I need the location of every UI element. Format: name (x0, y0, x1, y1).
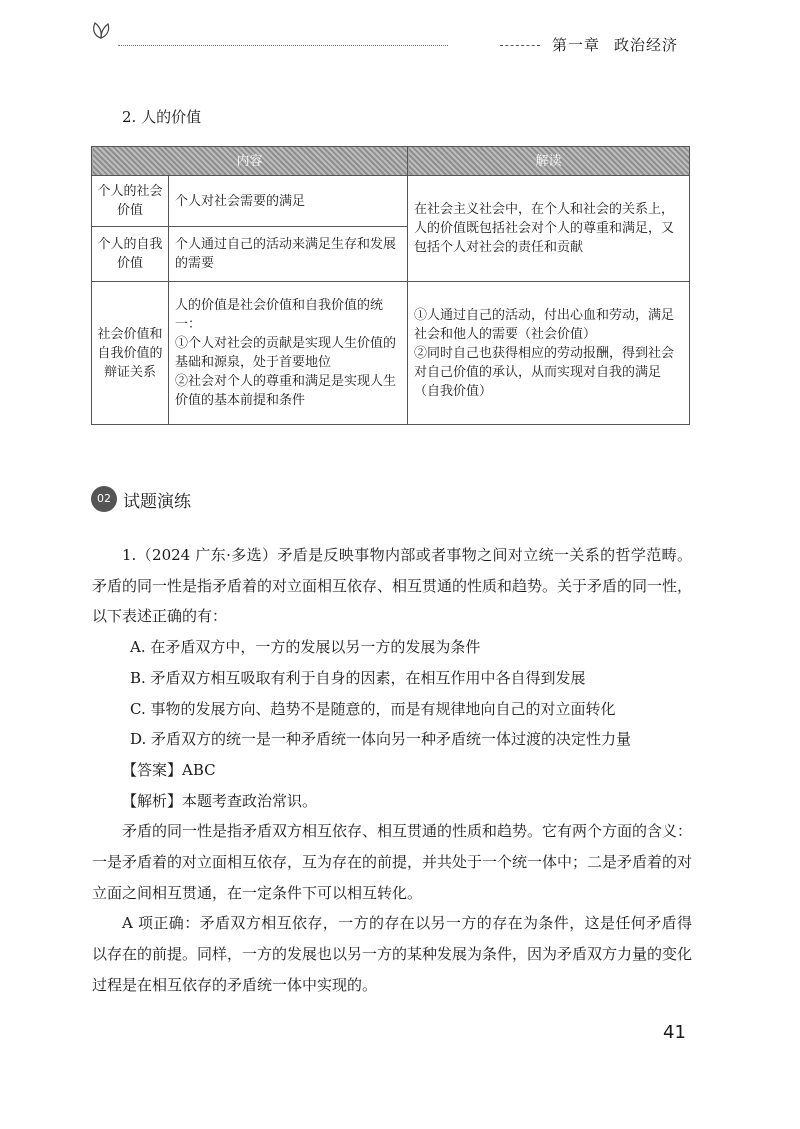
merged-interpretation: 在社会主义社会中，在个人和社会的关系上，人的价值既包括社会对个人的尊重和满足，又包括个人对社会的责任和贡献 (408, 176, 690, 282)
content-line: 人的价值是社会价值和自我价值的统一： (175, 298, 384, 332)
leaf-ornament-icon (90, 20, 112, 40)
content-line: ②社会对个人的尊重和满足是实现人生价值的基本前提和条件 (175, 374, 397, 408)
interpretation-line: ①人通过自己的活动，付出心血和劳动，满足社会和他人的需要（社会价值） (414, 307, 675, 342)
answer-label: 【答案】 (122, 760, 183, 779)
row-label: 个人的自我价值 (92, 227, 169, 282)
chapter-title: 政治经济 (614, 36, 679, 54)
table-row (92, 176, 690, 227)
table-header-row (92, 147, 690, 176)
explanation-paragraph: 矛盾的同一性是指矛盾双方相互依存、相互贯通的性质和趋势。它有两个方面的含义：一是矛盾着的对立面相互依存，互为存在的前提，并共处于一个统一体中；二是矛盾着的对立面之间相互贯通，在一定条件下可以相互转化。 (92, 822, 693, 902)
practice-label: 试题演练 (123, 491, 191, 512)
answer-line (92, 755, 692, 786)
row-label: 个人的社会价值 (92, 176, 169, 227)
row-label: 社会价值和自我价值的辩证关系 (92, 282, 169, 425)
header-dotted-rule (118, 45, 448, 46)
row-content: 个人通过自己的活动来满足生存和发展的需要 (169, 227, 408, 282)
chapter-number: 第一章 (552, 36, 601, 54)
option-b: B. 矛盾双方相互吸取有利于自身的因素，在相互作用中各自得到发展 (130, 668, 586, 687)
row-content (169, 282, 408, 425)
row-content: 个人对社会需要的满足 (169, 176, 408, 227)
answer-value: ABC (182, 760, 216, 779)
option-c: C. 事物的发展方向、趋势不是随意的，而是有规律地向自己的对立面转化 (130, 699, 616, 718)
practice-heading (91, 486, 191, 512)
question-stem: 1.（2024 广东·多选）矛盾是反映事物内部或者事物之间对立统一关系的哲学范畴。矛盾的同一性是指矛盾着的对立面相互依存、相互贯通的性质和趋势。关于矛盾的同一性，以下表述正确的有： (92, 546, 693, 626)
running-header (552, 34, 678, 55)
row-interpretation (408, 282, 690, 425)
analysis-text: 本题考查政治常识。 (182, 791, 318, 810)
table-header-interpretation: 解读 (408, 147, 690, 176)
table-header-content: 内容 (92, 147, 408, 176)
page-number: 41 (663, 1022, 686, 1043)
interpretation-line: ②同时自己也获得相应的劳动报酬，得到社会对自己价值的承认，从而实现对自我的满足（自我价值） (414, 345, 675, 399)
option-a: A. 在矛盾双方中，一方的发展以另一方的发展为条件 (130, 638, 481, 657)
page-header (0, 0, 800, 60)
explanation-paragraph: A 项正确：矛盾双方相互依存，一方的存在以另一方的存在为条件，这是任何矛盾得以存在的前提。同样，一方的发展也以另一方的某种发展为条件，因为矛盾双方力量的变化过程是在相互依存的矛盾统一体中实现的。 (92, 914, 693, 994)
header-dash-rule (500, 45, 540, 46)
analysis-label: 【解析】 (122, 791, 183, 810)
section-title: 2. 人的价值 (122, 108, 202, 126)
option-d: D. 矛盾双方的统一是一种矛盾统一体向另一种矛盾统一体过渡的决定性力量 (130, 730, 632, 749)
content-line: ①个人对社会的贡献是实现人生价值的基础和源泉，处于首要地位 (175, 336, 397, 370)
analysis-line (92, 786, 692, 817)
value-table (91, 146, 690, 425)
practice-badge-icon: 02 (91, 486, 117, 512)
table-row (92, 282, 690, 425)
question-body (92, 540, 692, 1001)
